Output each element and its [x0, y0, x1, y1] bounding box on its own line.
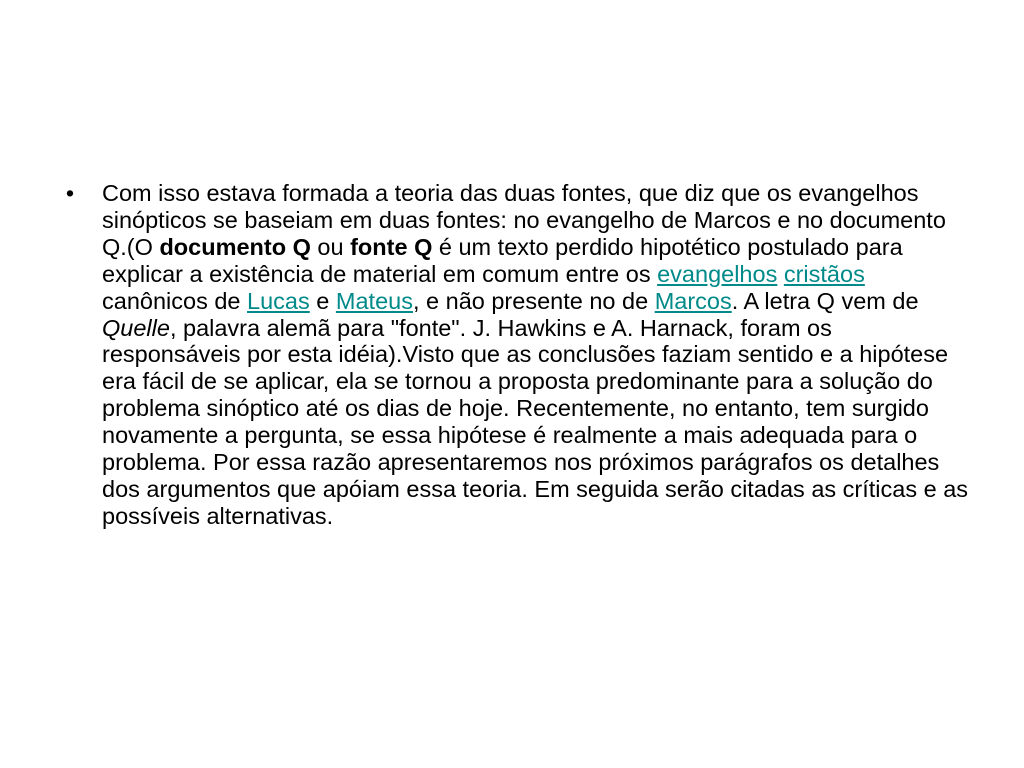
link-evangelhos[interactable]: evangelhos	[657, 260, 778, 287]
text-segment: ou	[310, 233, 351, 260]
text-segment: , e não presente no de	[412, 287, 655, 314]
text-segment: . A letra Q vem de	[731, 287, 919, 314]
text-segment: é um texto perdido hipotético postulado para explicar a existência de material em comum entre os	[102, 233, 903, 287]
text-segment: , palavra alemã para "fonte". J. Hawkins e A. Harnack, foram os responsáveis por esta idéia).Visto que as conclusões faziam sentido e a hipótese era fácil de se aplicar, ela se tornou a proposta predominante para a solução do problema sinóptico até os dias de hoje. Recentemente, no entanto, tem surgido novamente a pergunta, se essa hipótese é realmente a mais adequada para o problema. Por essa razão apresentaremos nos próximos parágrafos os detalhes dos argumentos que apóiam essa teoria. Em seguida serão citadas as críticas e as possíveis alternativas.	[102, 314, 969, 529]
italic-term-quelle: Quelle	[102, 314, 170, 341]
link-cristaos[interactable]: cristãos	[783, 260, 865, 287]
text-segment: canônicos de	[102, 287, 248, 314]
bullet-list	[60, 180, 970, 530]
link-marcos[interactable]: Marcos	[654, 287, 732, 314]
link-lucas[interactable]: Lucas	[247, 287, 310, 314]
bullet-icon: •	[65, 180, 75, 206]
bold-term-fonte-q: fonte Q	[350, 233, 433, 260]
text-segment: Com isso estava formada a teoria das duas fontes, que diz que os evangelhos sinópticos se baseiam em duas fontes: no evangelho de Marcos e no documento Q.(O	[102, 180, 946, 260]
bullet-paragraph	[60, 180, 970, 530]
link-mateus[interactable]: Mateus	[335, 287, 413, 314]
bold-term-documento-q: documento Q	[159, 233, 311, 260]
text-segment: e	[309, 287, 336, 314]
